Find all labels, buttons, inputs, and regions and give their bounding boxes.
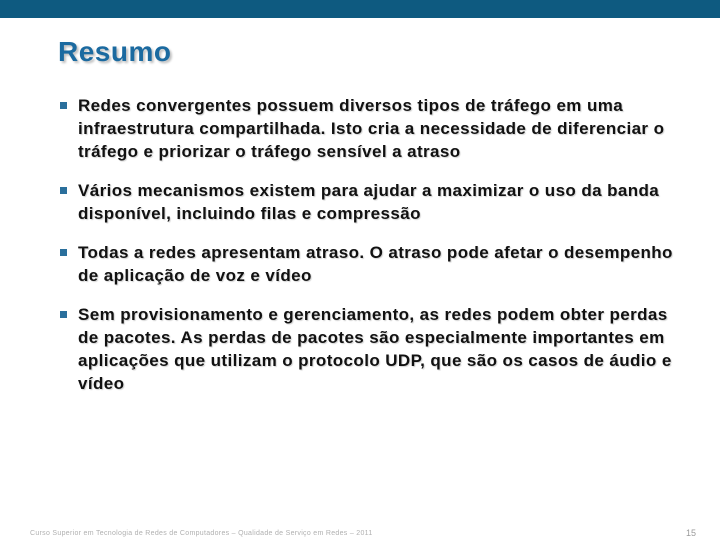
square-bullet-icon [60,102,67,109]
slide-title: Resumo [58,36,172,67]
square-bullet-icon [60,249,67,256]
square-bullet-icon [60,187,67,194]
bullet-item [58,303,678,395]
bullet-text: Redes convergentes possuem diversos tipos de tráfego em uma infraestrutura compartilhada. Isto cria a necessidade de diferenciar o tráfego e priorizar o tráfego sensível a atraso [78,96,665,161]
square-bullet-icon [60,311,67,318]
bullet-list [58,94,678,411]
bullet-item [58,179,678,225]
bullet-text: Sem provisionamento e gerenciamento, as redes podem obter perdas de pacotes. As perdas de pacotes são especialmente importantes em aplicações que utilizam o protocolo UDP, que são os casos de áudio e vídeo [78,305,672,393]
top-bar [0,0,720,18]
slide-footer: Curso Superior em Tecnologia de Redes de Computadores – Qualidade de Serviço em Redes – 2011 [30,530,373,537]
bullet-item [58,241,678,287]
page-number: 15 [686,528,697,538]
bullet-item [58,94,678,163]
bullet-text: Vários mecanismos existem para ajudar a maximizar o uso da banda disponível, incluindo filas e compressão [78,181,660,223]
bullet-text: Todas a redes apresentam atraso. O atraso pode afetar o desempenho de aplicação de voz e vídeo [78,243,673,285]
